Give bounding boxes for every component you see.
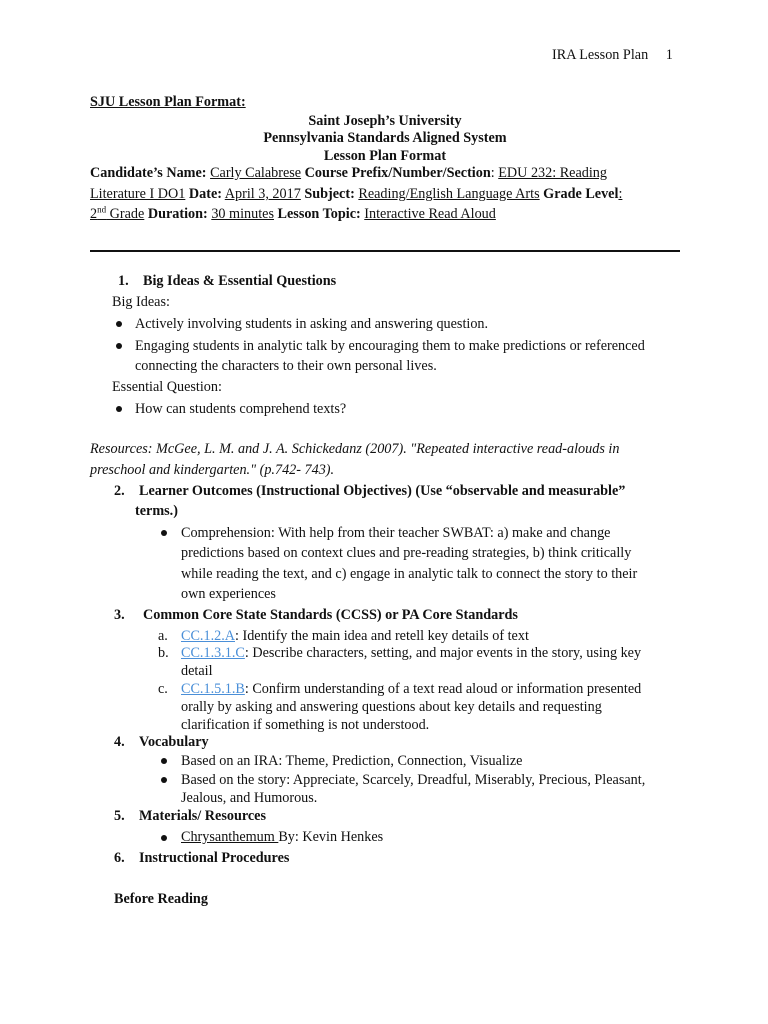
book-author: By: Kevin Henkes [278, 829, 384, 845]
standard-b-cont: detail [181, 663, 213, 679]
s5-heading: Materials/ Resources [139, 808, 266, 824]
standard-c-cont-2: clarification if something is not understood. [181, 717, 430, 733]
big-ideas-label: Big Ideas: [112, 294, 170, 310]
title-university: Saint Joseph’s University [308, 113, 462, 129]
big-idea-1: Actively involving students in asking and answering question. [135, 316, 489, 332]
course-label: Course Prefix/Number/Section [304, 165, 491, 181]
s3-number: 3. [114, 607, 125, 623]
date-label: Date: [188, 186, 222, 202]
standard-a-text: : Identify the main idea and retell key details of text [235, 628, 529, 644]
book-title: Chrysanthemum [181, 829, 279, 845]
big-idea-2: Engaging students in analytic talk by encouraging them to make predictions or referenced [135, 338, 645, 354]
resources-line-1: Resources: McGee, L. M. and J. A. Schickedanz (2007). "Repeated interactive read-alouds in [90, 441, 620, 457]
standard-a-link[interactable]: CC.1.2.A [181, 628, 235, 644]
s5-number: 5. [114, 808, 125, 824]
info-line-1: Candidate’s Name: Carly Calabrese Course Prefix/Number/Section: EDU 232: Reading [90, 165, 607, 181]
s3-heading: Common Core State Standards (CCSS) or PA Core Standards [143, 607, 518, 623]
info-line-2: Literature I DO1 Date: April 3, 2017 Subject: Reading/English Language Arts Grade Level: [90, 186, 623, 202]
s2-heading: Learner Outcomes (Instructional Objectives) (Use “observable and measurable” [139, 483, 626, 499]
outcome-line-2: predictions based on context clues and pre-reading strategies, b) think critically [181, 545, 632, 561]
course-value-cont: Literature I DO1 [90, 186, 186, 202]
topic-label: Lesson Topic: [277, 206, 361, 222]
candidate-name: Carly Calabrese [210, 165, 302, 181]
standard-c [181, 681, 641, 698]
s6-number: 6. [114, 850, 125, 866]
material-book [181, 829, 383, 846]
vocab-1: Based on an IRA: Theme, Prediction, Connection, Visualize [181, 753, 523, 769]
s4-heading: Vocabulary [139, 734, 209, 750]
bullet [161, 530, 167, 536]
bullet [116, 406, 122, 412]
running-head-title: IRA Lesson Plan [552, 47, 649, 63]
title-format: Lesson Plan Format [323, 148, 447, 164]
outcome-line-3: while reading the text, and c) engage in analytic talk to connect the story to their [181, 566, 638, 582]
standard-a-marker: a. [158, 628, 168, 644]
subject-label: Subject: [304, 186, 355, 202]
essential-question: How can students comprehend texts? [135, 401, 347, 417]
vocab-2-cont: Jealous, and Humorous. [181, 790, 318, 806]
bullet [161, 777, 167, 783]
essential-question-label: Essential Question: [112, 379, 222, 395]
date-value: April 3, 2017 [224, 186, 301, 202]
s6-heading: Instructional Procedures [139, 850, 290, 866]
standard-c-text: : Confirm understanding of a text read aloud or information presented [244, 681, 642, 697]
standard-b-marker: b. [158, 645, 169, 661]
divider [90, 250, 680, 252]
standard-c-marker: c. [158, 681, 168, 697]
big-idea-2-cont: connecting the characters to their own personal lives. [135, 358, 437, 374]
s2-heading-cont: terms.) [135, 503, 178, 519]
bullet [116, 343, 122, 349]
standard-b [181, 645, 641, 662]
outcome-line-4: own experiences [181, 586, 276, 602]
outcome-line-1: Comprehension: With help from their teacher SWBAT: a) make and change [181, 525, 611, 541]
bullet [116, 321, 122, 327]
candidate-label: Candidate’s Name: [90, 165, 207, 181]
s4-number: 4. [114, 734, 125, 750]
s1-heading: Big Ideas & Essential Questions [143, 273, 337, 289]
resources-line-2: preschool and kindergarten." (p.742- 743). [90, 462, 335, 478]
standard-b-link[interactable]: CC.1.3.1.C [181, 645, 245, 661]
format-label: SJU Lesson Plan Format: [90, 94, 246, 110]
duration-label: Duration: [147, 206, 208, 222]
topic-value: Interactive Read Aloud [364, 206, 496, 222]
standard-c-cont-1: orally by asking and answering questions about key details and requesting [181, 699, 602, 715]
bullet [161, 758, 167, 764]
subject-value: Reading/English Language Arts [358, 186, 540, 202]
page-number: 1 [665, 47, 673, 63]
bullet [161, 835, 167, 841]
s2-number: 2. [114, 483, 125, 499]
before-reading-heading: Before Reading [114, 891, 208, 907]
vocab-2: Based on the story: Appreciate, Scarcely, Dreadful, Miserably, Precious, Pleasant, [181, 772, 646, 788]
standard-c-link[interactable]: CC.1.5.1.B [181, 681, 245, 697]
grade-value: 2nd Grade [90, 204, 145, 222]
standard-b-text: : Describe characters, setting, and major events in the story, using key [244, 645, 642, 661]
title-standards: Pennsylvania Standards Aligned System [263, 130, 507, 146]
duration-value: 30 minutes [211, 206, 274, 222]
standard-a [181, 628, 529, 645]
course-value: EDU 232: Reading [498, 165, 607, 181]
running-head [552, 47, 673, 64]
s1-number: 1. [118, 273, 129, 289]
grade-label: Grade Level [543, 186, 619, 202]
info-line-3 [90, 206, 496, 223]
